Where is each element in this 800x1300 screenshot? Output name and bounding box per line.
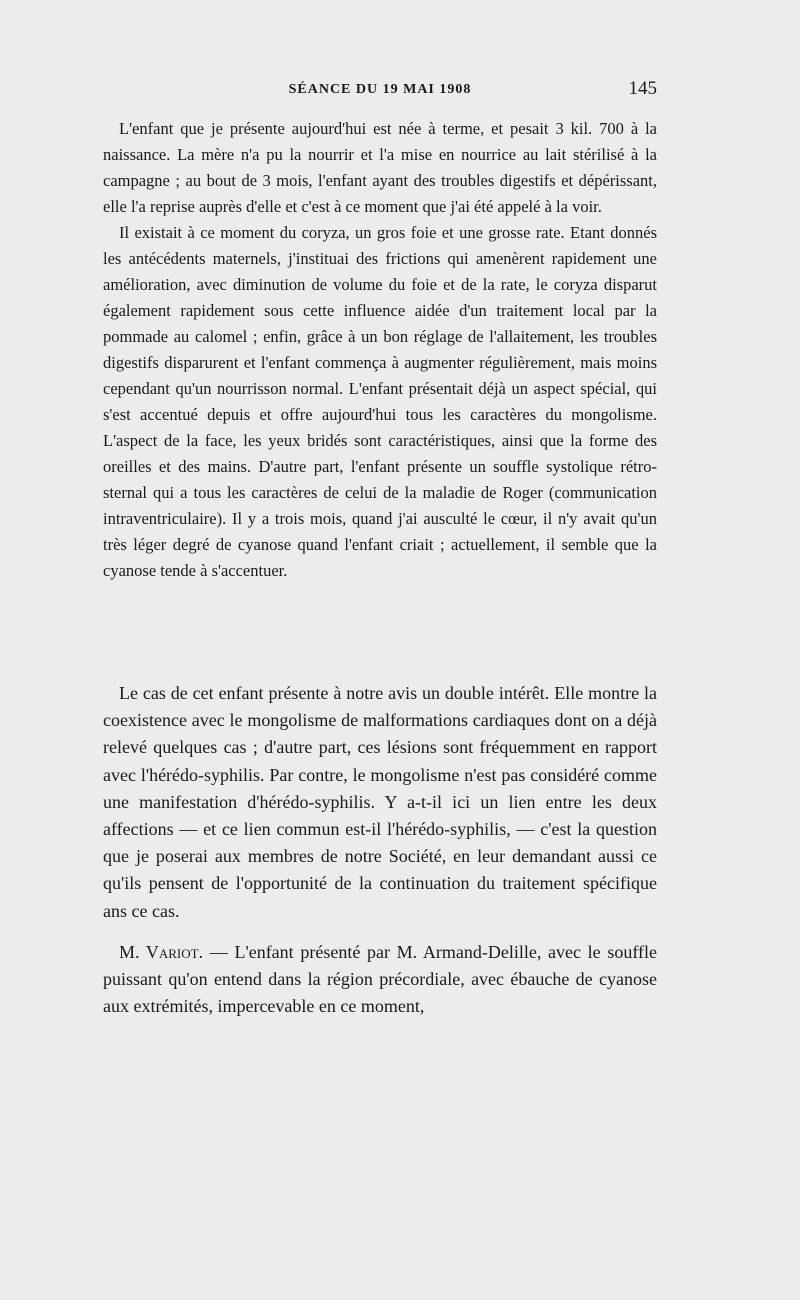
running-head: SÉANCE DU 19 MAI 1908 [288, 82, 472, 97]
paragraph: L'enfant que je présente aujourd'hui est née à terme, et pesait 3 kil. 700 à la naissance. La mère n'a pu la nourrir et l'a mise en nourrice au lait stérilisé à la campagne ; au bout de 3 mois, l'enfant ayant des troubles digestifs et dépérissant, elle l'a reprise auprès d'elle et c'est à ce moment que j'ai été appelé à la voir. [103, 119, 657, 216]
variot-paragraph [103, 939, 657, 1021]
page-header [103, 78, 657, 104]
paragraph: Le cas de cet enfant présente à notre avis un double intérêt. Elle montre la coexistence avec le mongolisme de malformations cardiaques dont on a déjà relevé quelques cas ; d'autre part, ces lésions sont fréquemment en rapport avec l'hérédo-syphilis. Par contre, le mongolisme n'est pas considéré comme une manifestation d'hérédo-syphilis. Y a-t-il ici un lien entre les deux affections — et ce lien commun est-il l'hérédo-syphilis, — c'est la question que je poserai aux membres de notre Société, en leur demandant aussi ce qu'ils pensent de l'opportunité de la continuation du traitement spécifique ans ce cas. [103, 683, 657, 921]
paragraph: Il existait à ce moment du coryza, un gros foie et une grosse rate. Etant donnés les antécédents maternels, j'instituai des frictions qui amenèrent rapidement une amélioration, avec diminution de volume du foie et de la rate, le coryza disparut également rapidement sous cette influence aidée d'un traitement local par la pommade au calomel ; enfin, grâce à un bon réglage de l'allaitement, les troubles digestifs disparurent et l'enfant commença à augmenter régulièrement, mais moins cependant qu'un nourrisson normal. L'enfant présentait déjà un aspect spécial, qui s'est accentué depuis et offre aujourd'hui tous les caractères du mongolisme. L'aspect de la face, les yeux bridés sont caractéristiques, ainsi que la forme des oreilles et des mains. D'autre part, l'enfant présente un souffle systolique rétro-sternal qui a tous les caractères de celui de la maladie de Roger (communication intraventriculaire). Il y a trois mois, quand j'ai ausculté le cœur, il n'y avait qu'un très léger degré de cyanose quand l'enfant criait ; actuellement, il semble que la cyanose tende à s'accentuer. [103, 223, 657, 580]
speaker-name: M. Variot. [119, 941, 204, 962]
discussion-text [103, 680, 657, 1020]
page-number: 145 [628, 78, 657, 99]
case-report-text [103, 116, 657, 584]
speaker-text: — L'enfant présenté par M. Armand-Delille, avec le souffle puissant qu'on entend dans la région précordiale, avec ébauche de cyanose aux extrémités, impercevable en ce moment, [103, 941, 658, 1017]
